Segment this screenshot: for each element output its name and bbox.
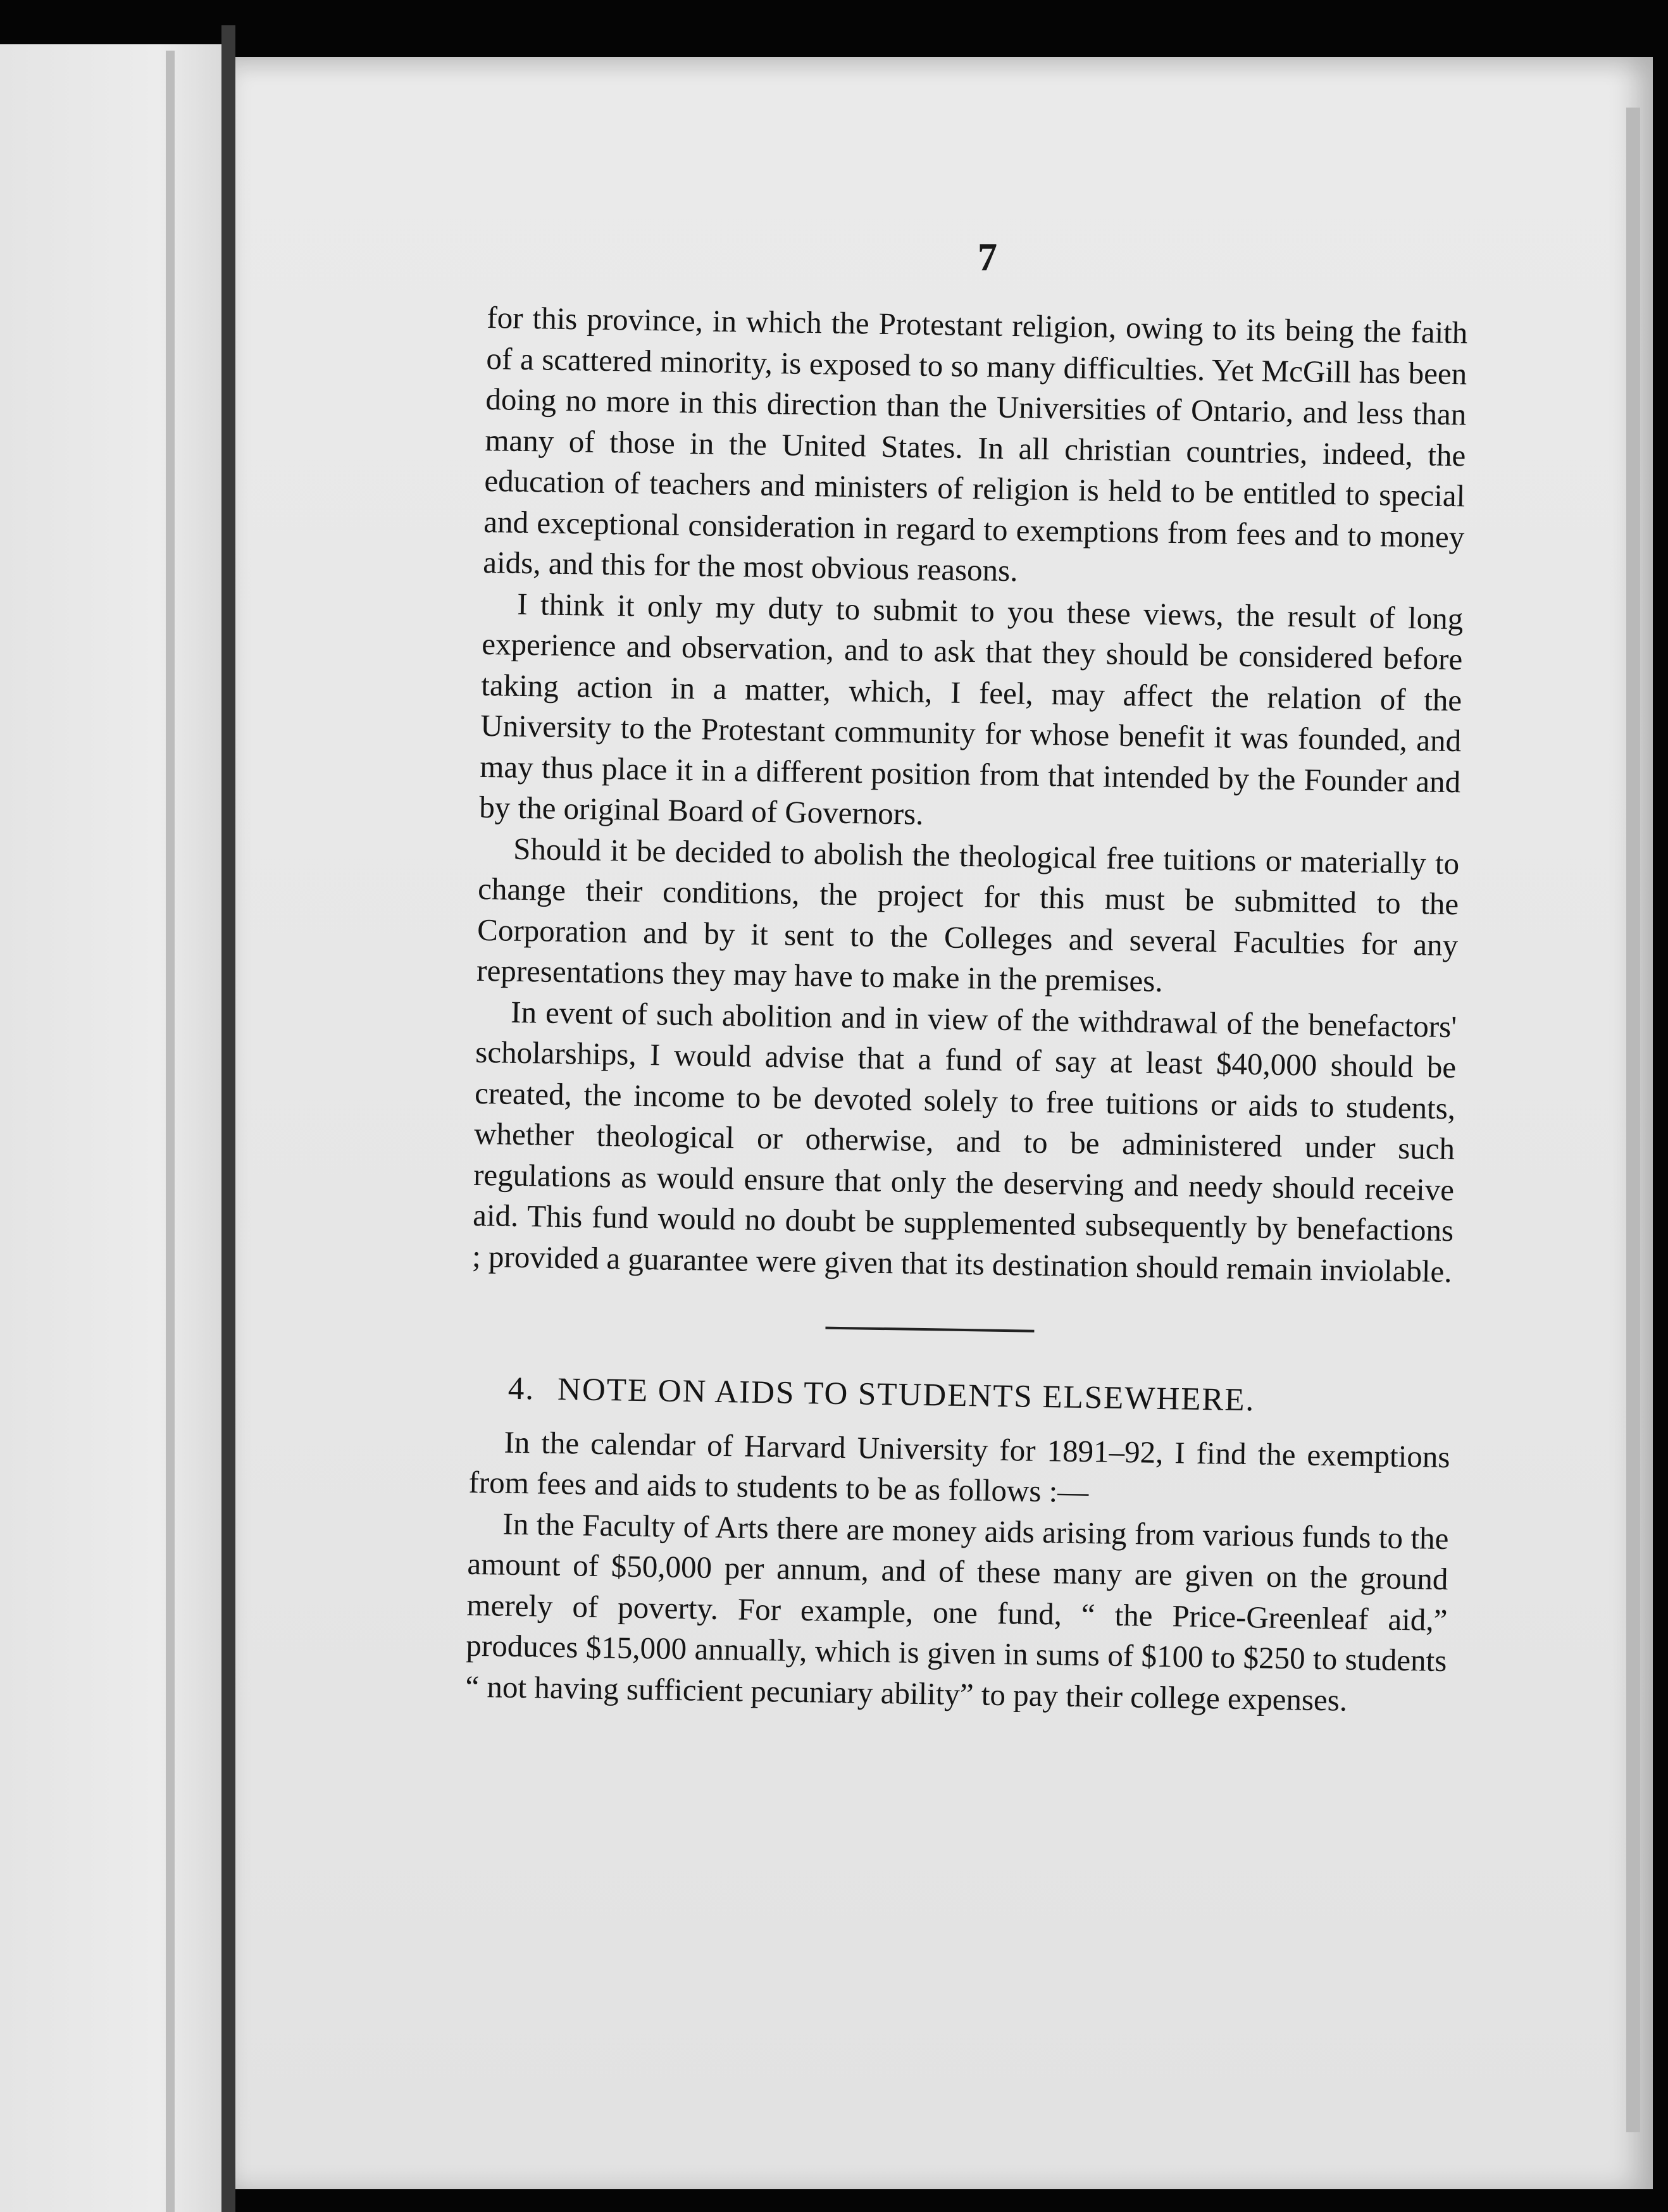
page-edge <box>1626 108 1640 2132</box>
page-number: 7 <box>978 236 997 279</box>
body-text <box>465 297 1468 1722</box>
facing-page-edge <box>166 51 175 2212</box>
paragraph-duty: I think it only my duty to submit to you these views, the result of long experience and observation, and to ask that they should be considered before taking action in a matter, which, I feel, may affect the relation of the University to the Protestant community for whose benefit it was founded, and may thus place it in a different position from that intended by the Founder and by the original Board of Governors. <box>478 586 1464 831</box>
facing-page <box>0 44 228 2212</box>
paragraph-fund: In event of such abolition and in view of the withdrawal of the benefactors' scholarships, I would advise that a fund of say at least $40,000 should be created, the income to be devoted solely to free tuitions or aids to students, whether theological or otherwise, and to be administered under such regulations as would ensure that only the deserving and needy should receive aid. This fund would no doubt be supplemented subsequently by benefactions ; provided a guarantee were given that its destination should remain inviolable. <box>471 994 1457 1289</box>
section-divider <box>825 1327 1034 1333</box>
paragraph-faculty-arts: In the Faculty of Arts there are money aids arising from various funds to the amount of $50,000 per annum, and of these many are given on the ground merely of poverty. For example, one fund, “ the Price-Greenleaf aid,” produces $15,000 annually, which is given in sums of $100 to $250 to students “ not having sufficient pecuniary ability” to pay their college expenses. <box>465 1506 1449 1718</box>
section-number: 4. <box>507 1370 535 1407</box>
paragraph-harvard: In the calendar of Harvard University for 1891–92, I find the exemptions from fees and aids to students to be as follows :— <box>468 1424 1450 1510</box>
section-title: NOTE ON AIDS TO STUDENTS ELSEWHERE. <box>557 1371 1255 1419</box>
paragraph-abolish: Should it be decided to abolish the theological free tuitions or materially to change their conditions, the project for this must be submitted to the Corporation and by it sent to the Colleges and several Faculties for any representations they may have to make in the premises. <box>476 831 1460 998</box>
book-gutter <box>221 25 235 2212</box>
paragraph-continuation: for this province, in which the Protestant religion, owing to its being the faith of a scattered minority, is exposed to so many difficulties. Yet McGill has been doing no more in this direction than the Universities of Ontario, and less than many of those in the United States. In all christian countries, indeed, the education of teachers and ministers of religion is held to be entitled to special and exceptional consideration in regard to exemptions from fees and to money aids, and this for the most obvious reasons. <box>482 299 1468 588</box>
section-heading <box>470 1368 1451 1424</box>
